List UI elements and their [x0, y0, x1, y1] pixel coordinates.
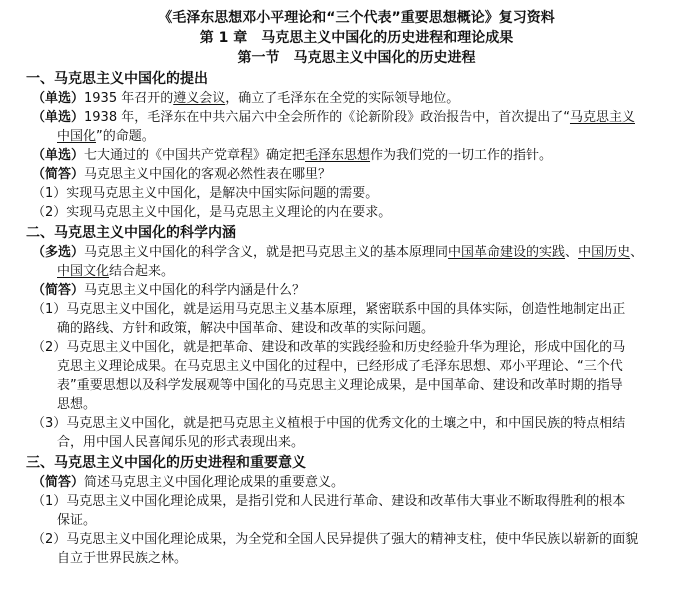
continuation-line: 自立于世界民族之林。 — [57, 551, 188, 566]
text: （2）马克思主义中国化，就是把革命、建设和改革的实践经验和历史经验升华为理论，形成中国化的马 — [32, 340, 626, 355]
answer-item — [32, 414, 677, 452]
doc-title: 《毛泽东思想邓小平理论和“三个代表”重要思想概论》复习资料 — [158, 10, 555, 26]
answer-keyword: 中国文化 — [57, 264, 110, 279]
text: 作为我们党的一切工作的指针。 — [370, 148, 553, 163]
question-7 — [32, 473, 677, 492]
heading-2: 二、马克思主义中国化的科学内涵 — [26, 225, 236, 241]
question-3 — [32, 146, 677, 165]
text: （3）马克思主义中国化，就是把马克思主义植根于中国的优秀文化的土壤之中，和中国民族的特点相结 — [32, 416, 626, 431]
answer-item — [32, 492, 677, 530]
question-6 — [32, 281, 677, 300]
answer-item — [32, 338, 677, 414]
answer-keyword: 马克思主义 — [569, 110, 635, 125]
question-4 — [32, 165, 677, 184]
heading-1: 一、马克思主义中国化的提出 — [26, 71, 208, 87]
answer-item: （1）实现马克思主义中国化，是解决中国实际问题的需要。 — [32, 186, 379, 201]
text: （1）马克思主义中国化理论成果，是指引党和人民进行革命、建设和改革伟大事业不断取得胜利的根本 — [32, 494, 626, 509]
question-type: （单选） — [32, 110, 85, 125]
text: 、 — [630, 245, 644, 260]
answer-item — [32, 300, 677, 338]
text: 马克思主义中国化的科学内涵是什么？ — [84, 283, 306, 298]
continuation-line: 保证。 — [57, 513, 97, 528]
answer-item — [32, 530, 677, 568]
continuation-line: 表”重要思想以及科学发展观等中国化的马克思主义理论成果，是中国革命、建设和改革时期的指导 — [57, 378, 623, 393]
question-type: （简答） — [32, 475, 85, 490]
text: （1）马克思主义中国化，就是运用马克思主义基本原理，紧密联系中国的具体实际，创造性地制定出正 — [32, 302, 626, 317]
text: 马克思主义中国化的客观必然性表在哪里？ — [84, 167, 332, 182]
text: 、 — [565, 245, 579, 260]
section-title: 第一节 马克思主义中国化的历史进程 — [237, 50, 476, 66]
text: 七大通过的《中国共产党章程》确定把 — [84, 148, 306, 163]
heading-3: 三、马克思主义中国化的历史进程和重要意义 — [26, 455, 306, 471]
question-1 — [32, 89, 677, 108]
answer-keyword: 毛泽东思想 — [305, 148, 371, 163]
answer-keyword: 中国革命建设的实践 — [448, 245, 566, 260]
text: 1935 年召开的 — [84, 91, 174, 106]
text: 简述马克思主义中国化理论成果的重要意义。 — [84, 475, 345, 490]
question-5 — [32, 243, 677, 281]
continuation-line — [32, 127, 677, 146]
continuation-line — [32, 262, 677, 281]
question-type: （单选） — [32, 148, 85, 163]
text: ，确立了毛泽东在全党的实际领导地位。 — [225, 91, 460, 106]
continuation-line: 合，用中国人民喜闻乐见的形式表现出来。 — [57, 435, 305, 450]
text: ”的命题。 — [96, 129, 155, 144]
question-2 — [32, 108, 677, 146]
answer-keyword: 遵义会议 — [173, 91, 226, 106]
text: 结合起来。 — [109, 264, 175, 279]
chapter-title: 第 1 章 马克思主义中国化的历史进程和理论成果 — [199, 30, 514, 46]
text: （2）马克思主义中国化理论成果，为全党和全国人民异提供了强大的精神支柱，使中华民族以崭新的面貌 — [32, 532, 639, 547]
text: 马克思主义中国化的科学含义，就是把马克思主义的基本原理同 — [84, 245, 449, 260]
answer-keyword: 中国历史 — [578, 245, 631, 260]
text: 1938 年，毛泽东在中共六届六中全会所作的《论新阶段》政治报告中，首次提出了“ — [84, 110, 570, 125]
answer-item: （2）实现马克思主义中国化，是马克思主义理论的内在要求。 — [32, 205, 392, 220]
continuation-line: 确的路线、方针和政策，解决中国革命、建设和改革的实际问题。 — [57, 321, 435, 336]
question-type: （简答） — [32, 283, 85, 298]
continuation-line: 思想。 — [57, 397, 97, 412]
continuation-line: 克思主义理论成果。在马克思主义中国化的过程中，已经形成了毛泽东思想、邓小平理论、“三个代 — [57, 359, 623, 374]
question-type: （多选） — [32, 245, 85, 260]
question-type: （简答） — [32, 167, 85, 182]
question-type: （单选） — [32, 91, 85, 106]
answer-keyword: 中国化 — [57, 129, 97, 144]
